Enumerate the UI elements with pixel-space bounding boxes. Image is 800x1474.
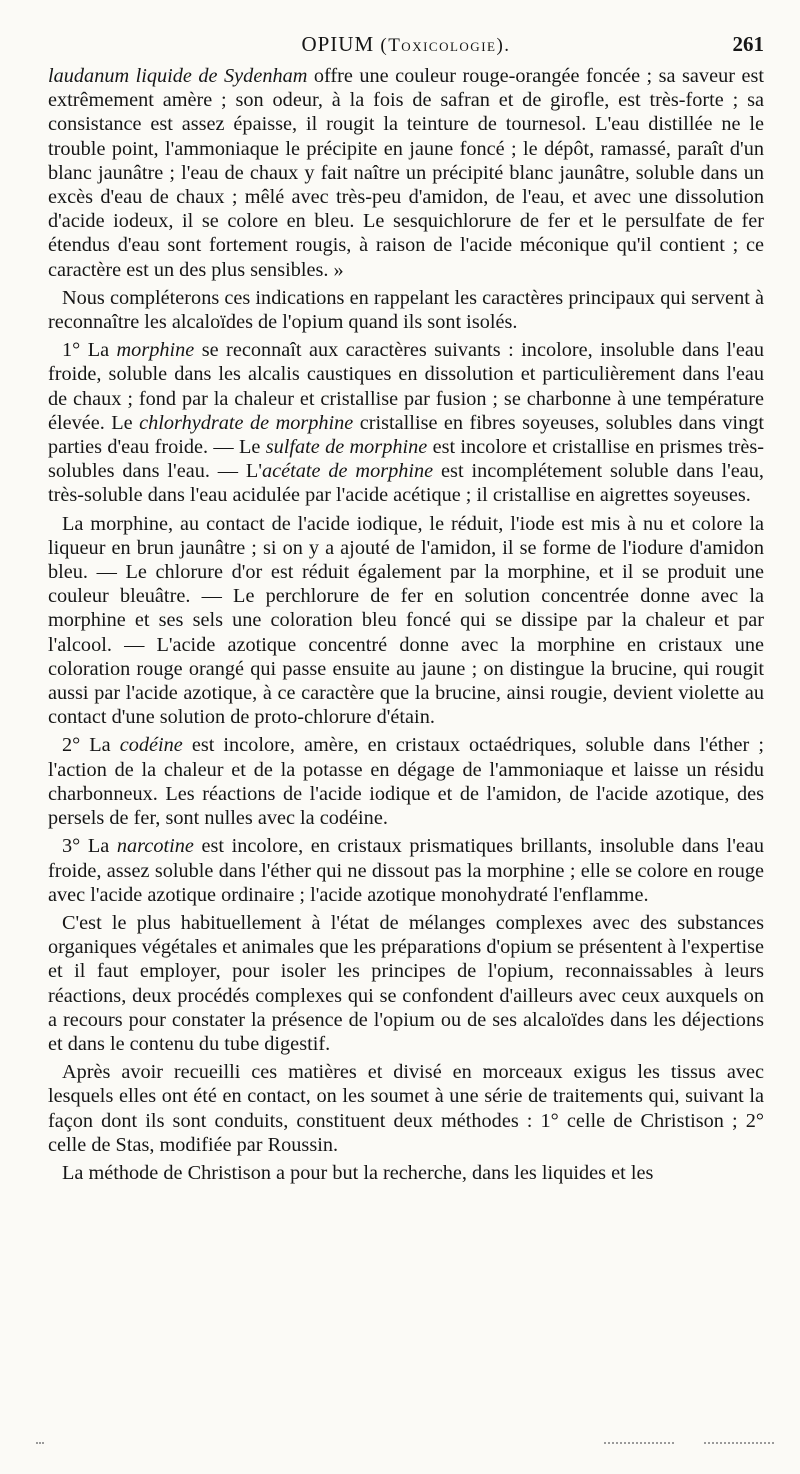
text-run: Après avoir recueilli ces matières et divisé en morceaux exigus les tissus avec lesquels elles ont été en contact, on les soumet à une série de traitements qui, suivant la façon dont ils sont conduits, constituent deux méthodes : 1° celle de Christison ; 2° celle de Stas, modifiée par Roussin. [48,1061,764,1156]
text-run: se reconnaît aux caractères suivants : incolore, insoluble dans l'eau froide, soluble dans les alcalis caustiques en dissolution et particulièrement dans l'eau de chaux ; fond par la chaleur et cristallise par fusion ; se charbonne à une température élevée. Le [48,339,764,434]
paragraph-christison [48,1161,764,1185]
paragraph-melanges [48,911,764,1056]
text-run: est incolore, amère, en cristaux octaédriques, soluble dans l'éther ; l'action de la chaleur et de la potasse en dégage de l'ammoniaque et laisse un résidu charbonneux. Les réactions de l'acide iodique et de l'amidon, de l'acide azotique, des persels de fer, sont nulles avec la codéine. [48,734,764,830]
italic-term: chlorhydrate de morphine [139,411,354,434]
paragraph-morphine-reactions [48,512,764,730]
text-run: est incolore, en cristaux prismatiques brillants, insoluble dans l'eau froide, assez soluble dans l'éther qui ne dissout pas la morphine ; elle se colore en rouge avec l'acide azotique ordinaire ; l'acide azotique monohydraté l'enflamme. [48,835,764,906]
running-title [48,32,764,57]
text-run: Nous compléterons ces indications en rappelant les caractères principaux qui servent à reconnaître les alcaloïdes de l'opium quand ils sont isolés. [48,286,764,334]
italic-term: morphine [116,339,195,362]
footer-mark-middle [604,1442,674,1446]
text-run: 1° La [62,339,117,362]
text-run: est incomplétement soluble dans l'eau, très-soluble dans l'eau acidulée par l'acide acétique ; il cristallise en aigrettes soyeuses. [48,460,764,507]
italic-term: codéine [119,734,183,757]
paragraph-codeine [48,733,764,830]
page-number: 261 [732,32,764,56]
italic-term: acétate de morphine [261,460,434,483]
italic-term: narcotine [116,835,194,858]
running-title-sub: (Toxicologie). [380,35,511,56]
text-run: La morphine, au contact de l'acide iodique, le réduit, l'iode est mis à nu et colore la liqueur en brun jaunâtre ; si on y a ajouté de l'amidon, il se forme de l'iodure d'amidon bleu. — Le chlorure d'or est réduit également par la morphine, et il se produit une couleur bleuâtre. — Le perchlorure de fer en solution concentrée donne avec la morphine et ses sels une coloration bleu foncé qui se dissipe par la chaleur et par l'alcool. — L'acide azotique concentré donne avec la morphine en cristaux une coloration rouge orangé qui passe ensuite au jaune ; on distingue la brucine, qui rougit aussi par l'acide azotique, à ce caractère que la brucine, ainsi rougie, devient violette au contact d'une solution de proto-chlorure d'étain. [48,512,764,729]
running-header [48,32,764,58]
paragraph-laudanum [48,64,764,282]
text-run: offre une couleur rouge-orangée foncée ; sa saveur est extrêmement amère ; son odeur, à la fois de safran et de girofle, est très-forte ; sa consistance est assez épaisse, il rougit la teinture de tournesol. L'eau distillée ne le trouble point, l'ammoniaque le précipite en jaune foncé ; le dépôt, ramassé, paraît d'un blanc jaunâtre ; l'eau de chaux y fait naître un précipité blanc jaunâtre, soluble dans un excès d'eau de chaux ; mêlé avec très-peu d'amidon, de l'eau, et avec une dissolution d'acide iodeux, il se colore en bleu. Le sesquichlorure de fer et le persulfate de fer étendus d'eau sont fortement rougis, à raison de l'acide méconique qu'il contient ; ce caractère est un des plus sensibles. » [48,65,764,281]
paragraph-morphine [48,338,764,507]
italic-term: laudanum liquide de Sydenham [48,65,308,87]
footer-mark-left [36,1442,44,1446]
text-run: La méthode de Christison a pour but la recherche, dans les liquides et les [62,1161,654,1184]
italic-term: sulfate de morphine [265,436,428,459]
text-run: cristallise en fibres soyeuses, solubles dans vingt parties d'eau froide. — Le [48,411,764,459]
footer-print-marks [0,1442,800,1448]
paragraph-methodes [48,1060,764,1157]
footer-mark-right [704,1442,774,1446]
text-run: 3° La [62,835,117,858]
text-run: C'est le plus habituellement à l'état de mélanges complexes avec des substances organiques végétales et animales que les préparations d'opium se présentent à l'expertise et il faut employer, pour isoler les principes de l'opium, reconnaissables à leurs réactions, deux procédés complexes qui se confondent d'ailleurs avec ceux auxquels on a recours pour constater la présence de l'opium ou de ses alcaloïdes dans les déjections et dans le contenu du tube digestif. [48,911,764,1055]
text-run: 2° La [62,734,120,757]
paragraph-narcotine [48,834,764,907]
body-text [48,64,764,1185]
paragraph-alcaloides-intro [48,286,764,334]
running-title-main: OPIUM [301,32,375,56]
text-run: est incolore et cristallise en prismes très-solubles dans l'eau. — L' [48,436,764,483]
